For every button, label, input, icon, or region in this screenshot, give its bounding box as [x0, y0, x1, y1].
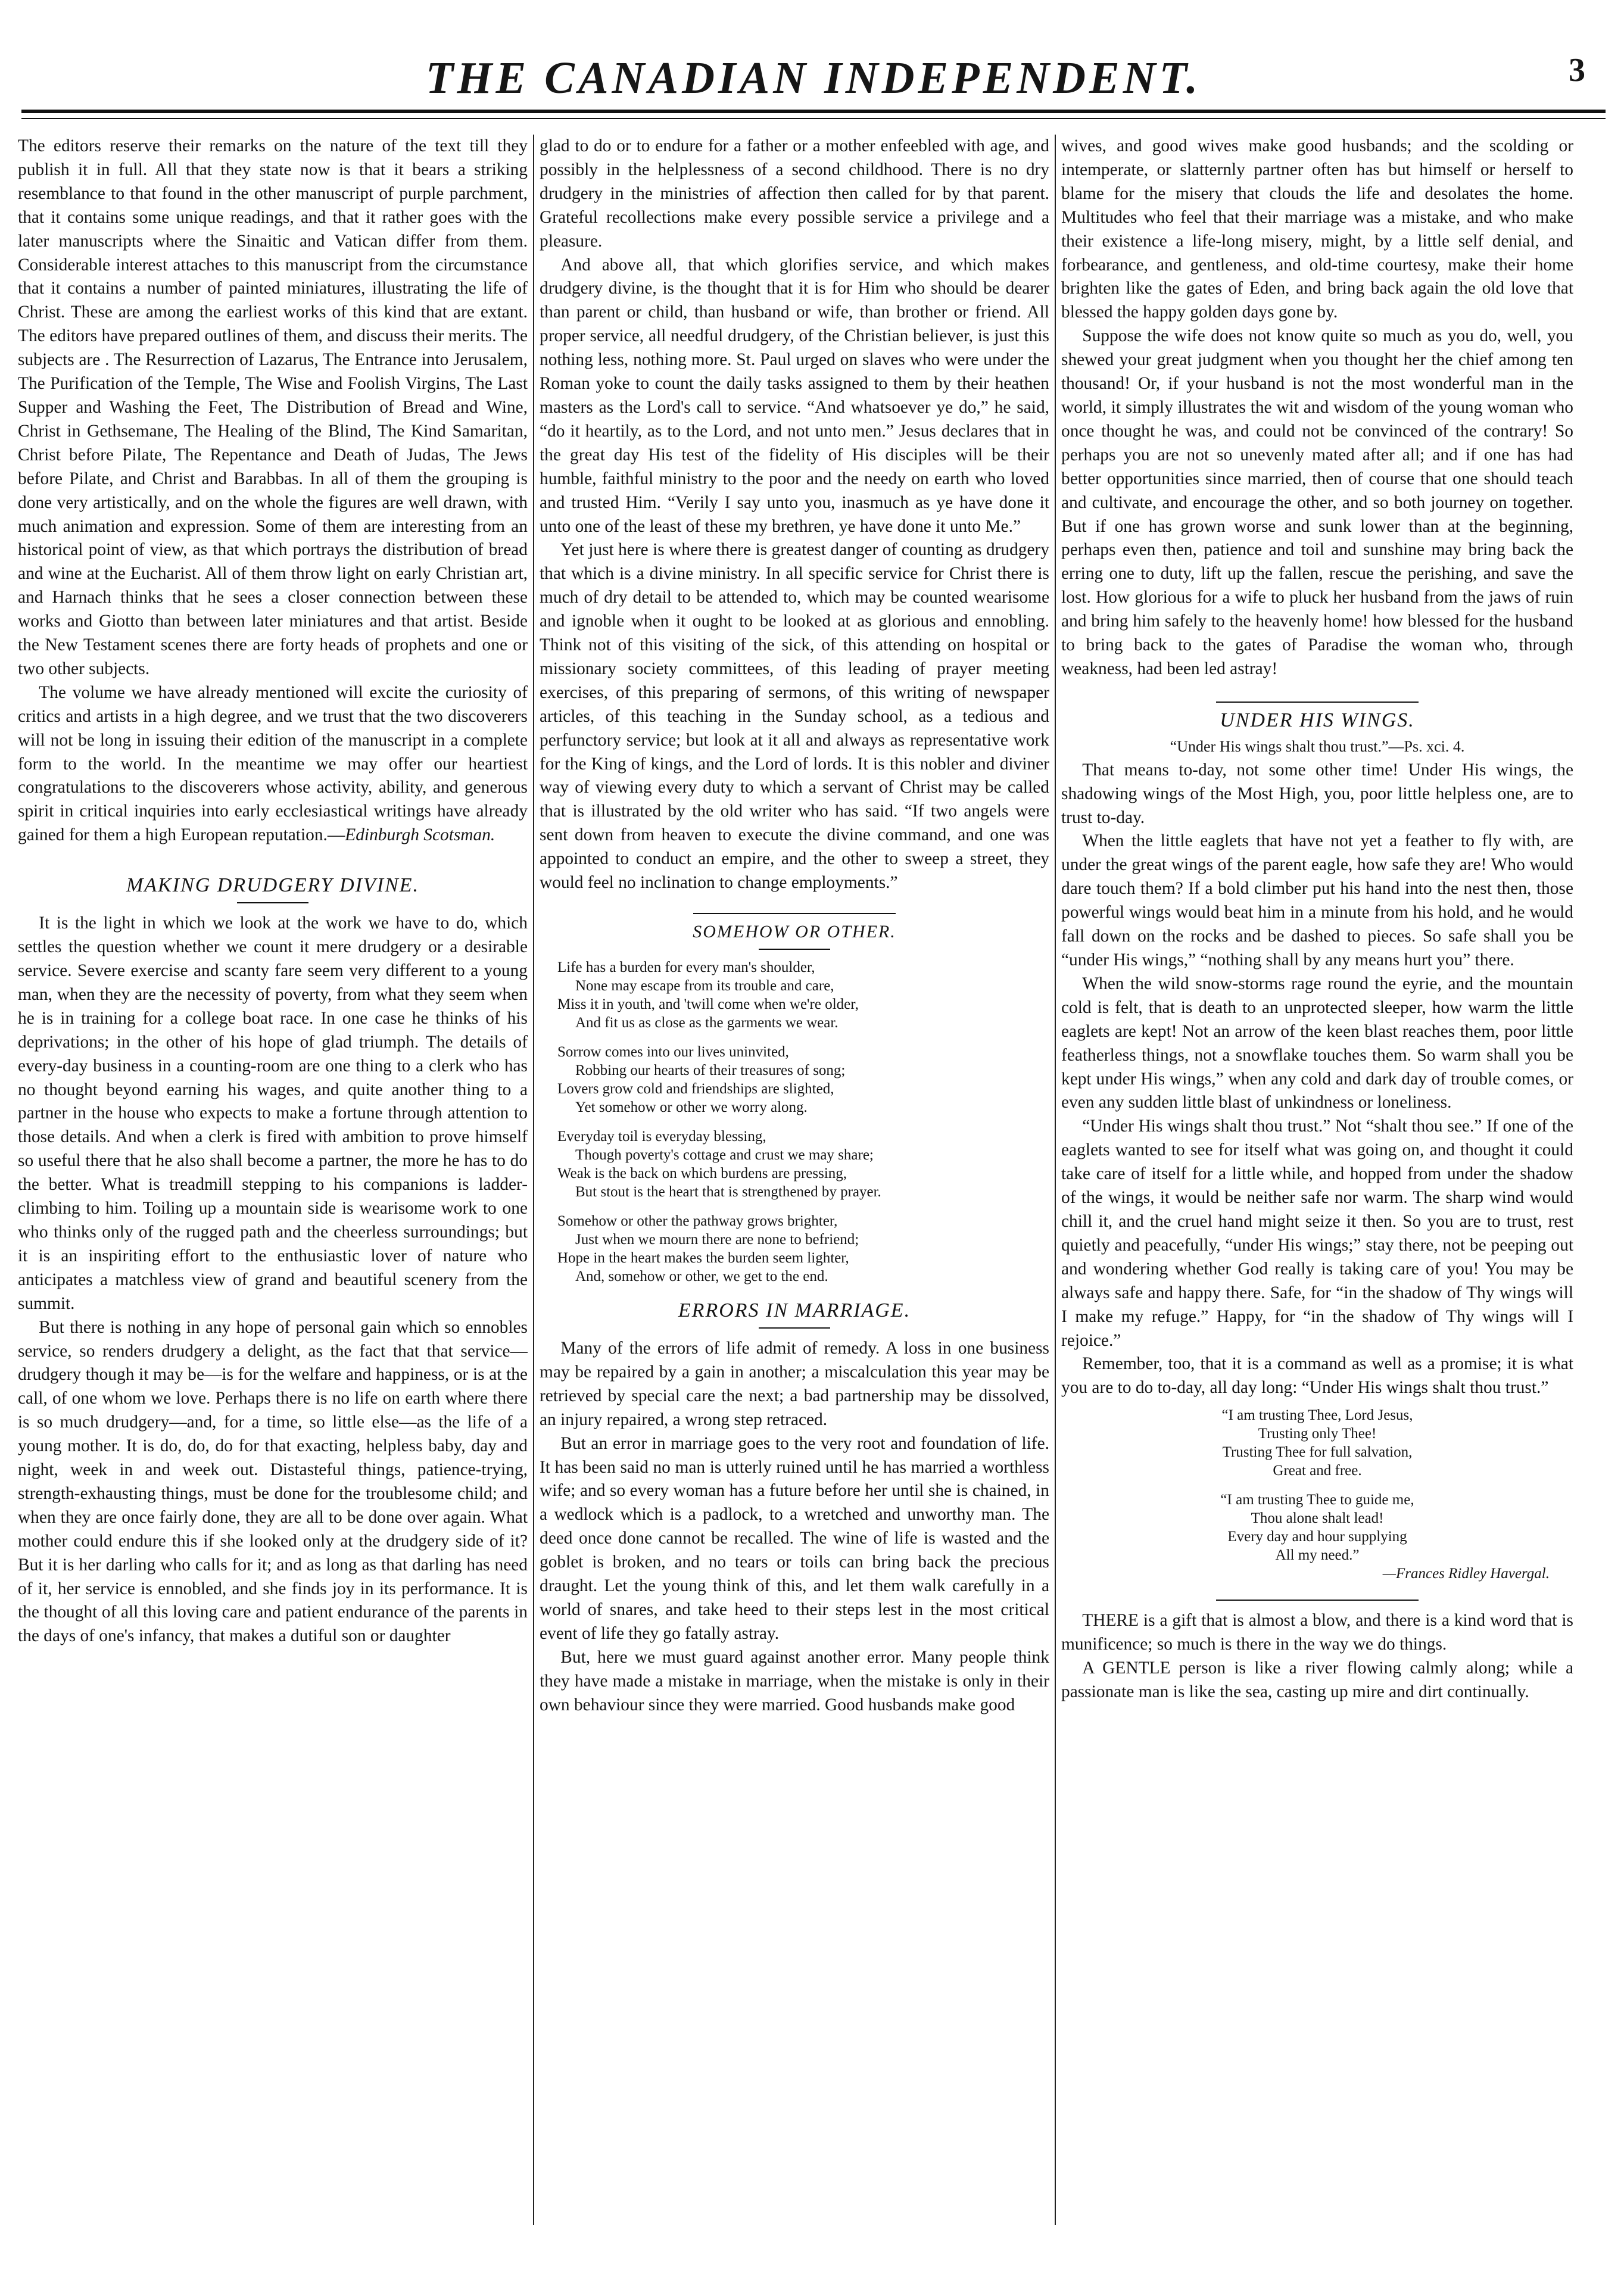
- hymn-verse: [1061, 1406, 1573, 1583]
- poem-line: Sorrow comes into our lives uninvited,: [557, 1044, 789, 1060]
- paragraph: [18, 681, 528, 847]
- poem-line: And fit us as close as the garments we wear.: [575, 1015, 839, 1031]
- lead-word: THERE: [1082, 1611, 1139, 1630]
- paragraph: [1061, 1657, 1573, 1704]
- paragraph: And above all, that which glorifies service, and which makes drudgery divine, is the thought that it is for Him who should be dearer than parent or child, than husband or wife, than brother or friend. All proper service, all needful drudgery, of the Christian believer, is just this nothing less, nothing more. St. Paul urged on slaves who were under the Roman yoke to count the daily tasks assigned to them by their heathen masters as the Lord's call to service. “And whatsoever ye do,” he said, “do it heartily, as to the Lord, and not unto men.” Jesus declares that in the great day His test of the fidelity of His disciples will be their humble, faithful ministry to the poor and the needy on earth who loved and trusted Him. “Verily I say unto you, inasmuch as ye have done it unto one of the least of these my brethren, ye have done it unto Me.”: [540, 255, 1049, 536]
- masthead-rule-thin: [21, 118, 1606, 119]
- paragraph-text: The volume we have already mentioned will excite the curiosity of critics and artists in a high degree, and we trust that the two discoverers will not be long in issuing their edition of the manuscript in a complete form to the world. In the meantime we may offer our heartiest congratulations to the discoverers whose activity, ability, and generous spirit in critical inquiries into early ecclesiastical writings have already gained for them a high European reputation.—: [18, 682, 528, 845]
- paragraph: That means to-day, not some other time! Under His wings, the shadowing wings of the Most High, you, poor little helpless one, are to trust to-day.: [1061, 760, 1573, 827]
- verse-line: Great and free.: [1273, 1463, 1362, 1479]
- column-2: [540, 135, 1049, 2231]
- poem-line: And, somehow or other, we get to the end.: [575, 1268, 828, 1285]
- paragraph: But there is nothing in any hope of personal gain which so ennobles service, so renders drudgery a delight, as the fact that that service—drudgery though it may be—is for the welfare and happiness, or is at the call, of one whom we love. Perhaps there is no life on earth where there is so much drudgery—and, for a time, so little else—as the life of a young mother. It is do, do, do for that exacting, helpless baby, day and night, week in and week out. Distasteful things, patience-trying, strength-exhausting things, must be done for the troublesome child; and when they are once fairly done, they are all to be done over again. What mother could endure this if she looked only at the drudgery side of it? But it is her darling who calls for it; and as long as that darling has need of it, her service is ennobled, and she finds joy in its performance. It is the thought of all this loving care and patient endurance of the parents in the days of one's infancy, that makes a dutiful son or daughter: [18, 1317, 528, 1646]
- verse-stanza: [1061, 1491, 1573, 1564]
- poem-title: SOMEHOW OR OTHER.: [693, 922, 896, 941]
- article-title: UNDER HIS WINGS.: [1220, 709, 1415, 731]
- paragraph: It is the light in which we look at the work we have to do, which settles the question whether we count it mere drudgery or a desirable service. Severe exercise and scanty fare seem very different to a young man, when they are the necessity of poverty, from what they seem when he is in training for a college boat race. In one case he thinks of his deprivations; in the other of his hope of glad triumph. The details of every-day business in a counting-room are one thing to a clerk who has no thought beyond earning his wages, and quite another thing to a partner in the house who expects to make a fortune through attention to those details. And when a clerk is fired with ambition to prove himself so useful there that he also shall become a partner, the more he has to do the better. What is treadmill stepping to his companions is ladder-climbing to him. Toiling up a mountain side is wearisome work to one who thinks only of the rugged path and the cheerless surroundings; but it is an inspiriting effort to the enthusiastic lover of nature who anticipates a matchless view of grand and beautiful scenery from the summit.: [18, 914, 528, 1313]
- poem-line: Lovers grow cold and friendships are slighted,: [557, 1081, 834, 1097]
- poem-line: Everyday toil is everyday blessing,: [557, 1128, 766, 1145]
- verse-line: “I am trusting Thee to guide me,: [1220, 1492, 1414, 1508]
- column-separator-2: [1055, 135, 1056, 2225]
- paragraph: But an error in marriage goes to the very root and foundation of life. It has been said no man is utterly ruined until he has married a worthless wife; and so every woman has a future before her until she is chained, in a wedlock which is a padlock, to a wretched and unworthy man. The deed once done cannot be recalled. The wine of life is wasted and the goblet is broken, and no tears or toils can bring back the precious draught. Let the young think of this, and let them walk carefully in a world of snares, and take heed to their steps lest in the most critical event of life they go fatally astray.: [540, 1433, 1049, 1643]
- title-rule: [759, 1327, 830, 1329]
- article-title: MAKING DRUDGERY DIVINE.: [126, 874, 420, 897]
- column-separator-1: [533, 135, 534, 2225]
- column-3: [1061, 135, 1573, 2231]
- poem-stanza: [557, 1043, 1049, 1117]
- poem-line: But stout is the heart that is strengthened by prayer.: [575, 1184, 881, 1200]
- poem-line: Hope in the heart makes the burden seem lighter,: [557, 1250, 849, 1266]
- paragraph: The editors reserve their remarks on the nature of the text till they publish it in full. All that they state now is that it bears a striking resemblance to that found in the other manuscript of purple parchment, that it contains some unique readings, and that it rather goes with the later manuscripts where the Sinaitic and Vatican differ from them. Considerable interest attaches to this manuscript from the circumstance that it contains a number of painted miniatures, illustrating the life of Christ. These are among the earliest works of this kind that are extant. The editors have prepared outlines of them, and discuss their merits. The subjects are . The Resurrection of Lazarus, The Entrance into Jerusalem, The Purification of the Temple, The Wise and Foolish Virgins, The Last Supper and Washing the Feet, The Distribution of Bread and Wine, Christ in Gethsemane, The Healing of the Blind, The Kind Samaritan, Christ before Pilate, The Repentance and Death of Judas, The Jews before Pilate, and Christ and Barabbas. In all of them the grouping is done very artistically, and on the whole the figures are well drawn, with much animation and expression. Some of them are interesting from an historical point of view, as that which portrays the distribution of bread and wine at the Eucharist. All of them throw light on early Christian art, and Harnach thinks that he sees a closer connection between these works and Giotto than between later miniatures and that artist. Beside the New Testament scenes there are forty heads of prophets and one or two other subjects.: [18, 136, 528, 678]
- paragraph: Yet just here is where there is greatest danger of counting as drudgery that which is a divine ministry. In all specific service for Christ there is much of dry detail to be attended to, which may be counted wearisome and ignoble when it ought to be looked at as glorious and ennobling. Think not of this visiting of the sick, of this attending on hospital or missionary society committees, of this leading of prayer meeting exercises, of this preparing of sermons, of this writing of newspaper articles, of this teaching in the Sunday school, as a tedious and perfunctory service; but look at it all and always as representative work for the King of kings, and the Lord of lords. It is this nobler and diviner way of viewing every duty to which a servant of Christ may be called that is illustrated by the old writer who has said. “If two angels were sent down from heaven to execute the divine command, and one was appointed to conduct an empire, and the other to sweep a street, they would feel no inclination to change employments.”: [540, 540, 1049, 893]
- verse-line: Trusting only Thee!: [1258, 1426, 1377, 1442]
- paragraph: Suppose the wife does not know quite so much as you do, well, you shewed your great judgment when you thought her the chief among ten thousand! Or, if your husband is not the most wonderful man in the world, it simply illustrates the wit and wisdom of the young woman who once thought he was, and could not be convinced of the contrary! So perhaps you are not so unevenly mated after all; and if one has had better opportunities since married, then of course that one should teach and cultivate, and encourage the other, and so both journey on together. But if one has grown worse and sunk lower than at the beginning, perhaps even then, patience and toil and sunshine may bring back the erring one to duty, lift up the fallen, rescue the perishing, and save the lost. How glorious for a wife to pluck her husband from the jaws of ruin and bring him safely to the heavenly home! how blessed for the husband to bring back to the gates of Paradise the woman who, through weakness, had been led astray!: [1061, 326, 1573, 678]
- poem-line: Though poverty's cottage and crust we may share;: [575, 1147, 874, 1163]
- paragraph: glad to do or to endure for a father or a mother enfeebled with age, and possibly in the helplessness of a second childhood. There is no dry drudgery in the ministries of affection then called for by that parent. Grateful recollections make every possible service a privilege and a pleasure.: [540, 136, 1049, 251]
- paragraph: But, here we must guard against another error. Many people think they have made a mistake in marriage, when the mistake is only in their own behaviour since they were married. Good husbands make good: [540, 1647, 1049, 1714]
- poem-stanza: [557, 1212, 1049, 1286]
- verse-line: Thou alone shalt lead!: [1251, 1510, 1384, 1527]
- paragraph-text: person is like a river flowing calmly along; while a passionate man is like the sea, casting up mire and dirt continually.: [1061, 1658, 1573, 1701]
- paragraph: Remember, too, that it is a command as well as a promise; it is what you are to do to-day, all day long: “Under His wings shalt thou trust.”: [1061, 1354, 1573, 1398]
- paragraph: When the little eaglets that have not yet a feather to fly with, are under the great wings of the parent eagle, how safe they are! Who would dare touch them? If a bold climber put his hand into the nest then, those powerful wings would beat him in a minute from his hold, and he would fall down on the rocks and be dashed to pieces. So safe shall you be “under His wings,” “nothing shall by any means hurt you” there.: [1061, 831, 1573, 969]
- verse-stanza: [1061, 1406, 1573, 1480]
- poem-line: Robbing our hearts of their treasures of song;: [575, 1062, 846, 1078]
- masthead: [21, 44, 1606, 110]
- poem-line: None may escape from its trouble and care,: [575, 978, 834, 994]
- title-rule: [759, 949, 830, 950]
- poem-line: Life has a burden for every man's shoulder,: [557, 959, 815, 975]
- paragraph: “Under His wings shalt thou trust.” Not “shalt thou see.” If one of the eaglets wanted to see for itself what was going on, and thought it could take care of itself for a little while, and hopped from under the shadow of the wings, it would be neither safe nor warm. The sharp wind would chill it, and the cruel hand might seize it then. So you are to trust, rest quietly and peacefully, “under His wings;” stay there, not be peeping out and wondering whether God really is taking care of you! You may be always safe and happy there. Safe, for “in the shadow of Thy wings will I make my refuge.” Happy, for “in the shadow of Thy wings will I rejoice.”: [1061, 1117, 1573, 1350]
- poem-stanza: [557, 1127, 1049, 1201]
- newspaper-title: THE CANADIAN INDEPENDENT.: [425, 53, 1202, 103]
- paragraph: [1061, 1609, 1573, 1657]
- page-number: 3: [1569, 52, 1585, 89]
- paragraph-text: is a gift that is almost a blow, and there is a kind word that is munificence; so much is there in the way we do things.: [1061, 1611, 1573, 1654]
- verse-line: All my need.”: [1275, 1547, 1360, 1564]
- article-title: ERRORS IN MARRIAGE.: [678, 1299, 911, 1321]
- poem-line: Just when we mourn there are none to befriend;: [575, 1232, 859, 1248]
- section-rule: [1216, 702, 1419, 703]
- verse-author: —Frances Ridley Havergal.: [1382, 1566, 1550, 1582]
- source-citation: Edinburgh Scotsman.: [345, 825, 495, 845]
- poem-line: Weak is the back on which burdens are pressing,: [557, 1165, 847, 1181]
- paragraph: Many of the errors of life admit of remedy. A loss in one business may be repaired by a gain in another; a miscalculation this year may be retrieved by special care the next; a bad partnership may be dissolved, an injury repaired, a wrong step retraced.: [540, 1339, 1049, 1429]
- title-rule: [237, 902, 308, 903]
- poem-line: Yet somehow or other we worry along.: [575, 1099, 808, 1115]
- masthead-rule-thick: [21, 110, 1606, 113]
- paragraph: wives, and good wives make good husbands; and the scolding or intemperate, or slatternly partner often has but himself or herself to blame for the misery that clouds the life and desolates the home. Multitudes who feel that their marriage was a mistake, and who make their existence a life-long misery, might, by a little self denial, and forbearance, and gentleness, and old-time courtesy, make their home brighten like the gates of Eden, and bring back again the old love that blessed the happy golden days gone by.: [1061, 136, 1573, 322]
- lead-word: A GENTLE: [1082, 1658, 1171, 1678]
- poem: [540, 958, 1049, 1286]
- paragraph: When the wild snow-storms rage round the eyrie, and the mountain cold is felt, that is death to an unprotected sleeper, how warm the little eaglets are kept! Not an arrow of the keen blast reaches them, poor little featherless things, not a snowflake touches them. So warm shall you be kept under His wings,” when any cold and dark day of trouble comes, or even any sudden little blast of unkindness or loneliness.: [1061, 974, 1573, 1112]
- verse-line: Every day and hour supplying: [1227, 1529, 1407, 1545]
- section-rule: [693, 913, 896, 914]
- poem-stanza: [557, 958, 1049, 1032]
- column-1: [18, 135, 528, 2231]
- poem-line: Miss it in youth, and 'twill come when we're older,: [557, 996, 859, 1012]
- section-rule: [1216, 1600, 1419, 1601]
- poem-line: Somehow or other the pathway grows brighter,: [557, 1213, 838, 1229]
- verse-line: Trusting Thee for full salvation,: [1222, 1444, 1413, 1461]
- verse-line: “I am trusting Thee, Lord Jesus,: [1221, 1407, 1413, 1424]
- epigraph: “Under His wings shalt thou trust.”—Ps. xci. 4.: [1170, 737, 1465, 755]
